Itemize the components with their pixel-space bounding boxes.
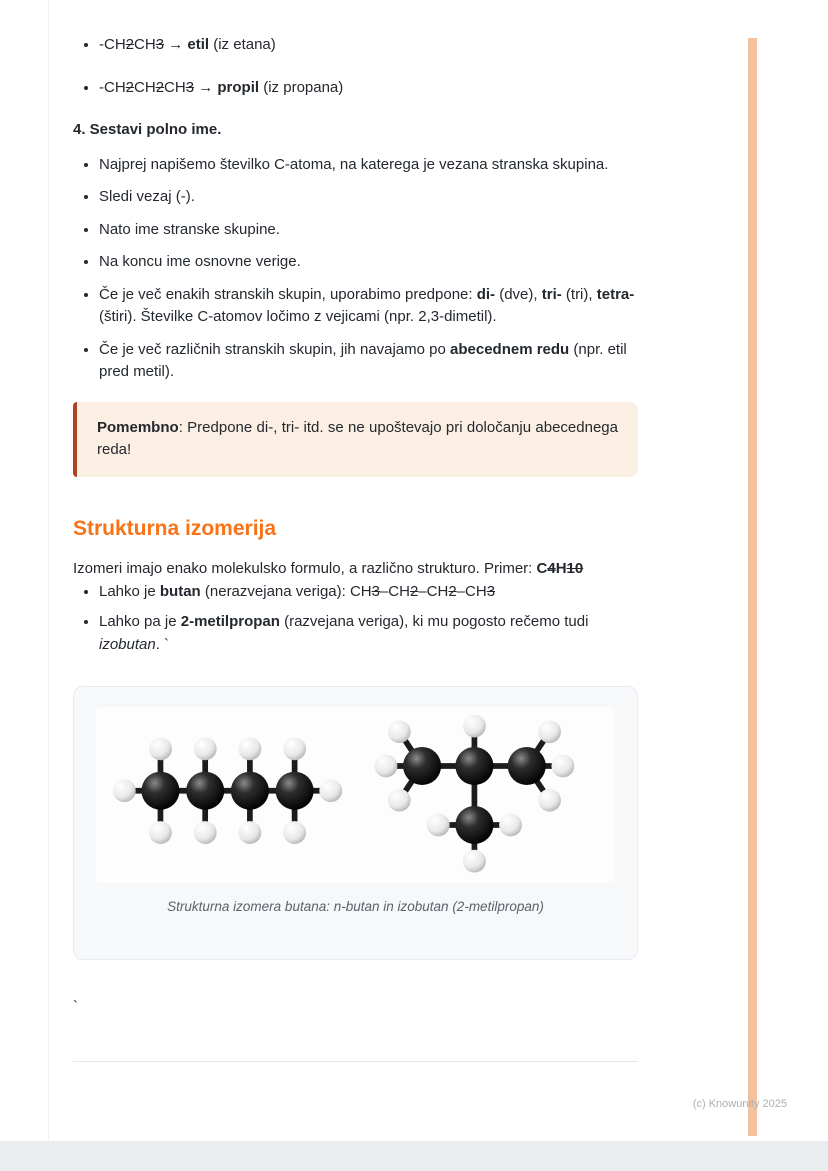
stray-backtick: ` (73, 998, 78, 1016)
isobutane-model (375, 715, 575, 873)
step4-list (73, 154, 640, 384)
list-item-text: Na koncu ime osnovne verige. (99, 253, 301, 270)
page-bottom-band (0, 1141, 828, 1171)
figure-caption: Strukturna izomera butana: n-butan in izobutan (2-metilpropan) (167, 899, 544, 914)
list-item (99, 611, 640, 656)
footer-credit: (c) Knowunity 2025 (692, 1098, 787, 1110)
list-item (99, 219, 640, 242)
list-item (99, 77, 640, 100)
list-item-text: Najprej napišemo številko C-atoma, na katerega je vezana stranska skupina. (99, 155, 609, 173)
callout-text: Pomembno: Predpone di-, tri- itd. se ne upoštevajo pri določanju abecednega reda! (97, 418, 618, 458)
list-item (99, 284, 640, 329)
list-item (99, 339, 640, 384)
list-item (99, 154, 640, 177)
list-item-text: Sledi vezaj (-). (99, 188, 195, 205)
molecule-illustration (96, 707, 615, 883)
list-item-text: Nato ime stranske skupine. (99, 220, 280, 238)
list-item (99, 581, 640, 604)
isomer-list (73, 581, 640, 657)
isomer-intro: Izomeri imajo enako molekulsko formulo, a različno strukturo. Primer: C4H10 (73, 560, 584, 577)
list-item (99, 34, 640, 57)
list-item-text: -CH2CH3 → etil (iz etana) (99, 36, 276, 53)
scroll-indicator[interactable] (748, 38, 757, 1136)
list-item (99, 251, 640, 274)
figure-card (73, 686, 638, 960)
molecule-image (96, 707, 615, 883)
section-heading: Strukturna izomerija (73, 516, 277, 540)
list-item-text: Lahko je butan (nerazvejana veriga): CH3–CH2–CH2–CH3 (99, 582, 496, 600)
list-item-text: -CH2CH2CH3 → propil (iz propana) (99, 78, 344, 96)
footer-divider (73, 1061, 638, 1062)
list-item-text: Lahko pa je 2-metilpropan (razvejana veriga), ki mu pogosto rečemo tudi izobutan. ` (99, 613, 589, 653)
step4-title: 4. Sestavi polno ime. (73, 121, 222, 138)
suffix-examples-list (73, 34, 640, 99)
list-item-text: Če je več enakih stranskih skupin, uporabimo predpone: di- (dve), tri- (tri), tetra- (štiri). Številke C-atomov ločimo z vejicami (npr. 2,3-dimetil). (99, 285, 635, 325)
list-item (99, 186, 640, 209)
list-item-text: Če je več različnih stranskih skupin, jih navajamo po abecednem redu (npr. etil pred metil). (99, 340, 627, 380)
important-callout (73, 402, 638, 477)
n-butane-model (113, 737, 342, 844)
